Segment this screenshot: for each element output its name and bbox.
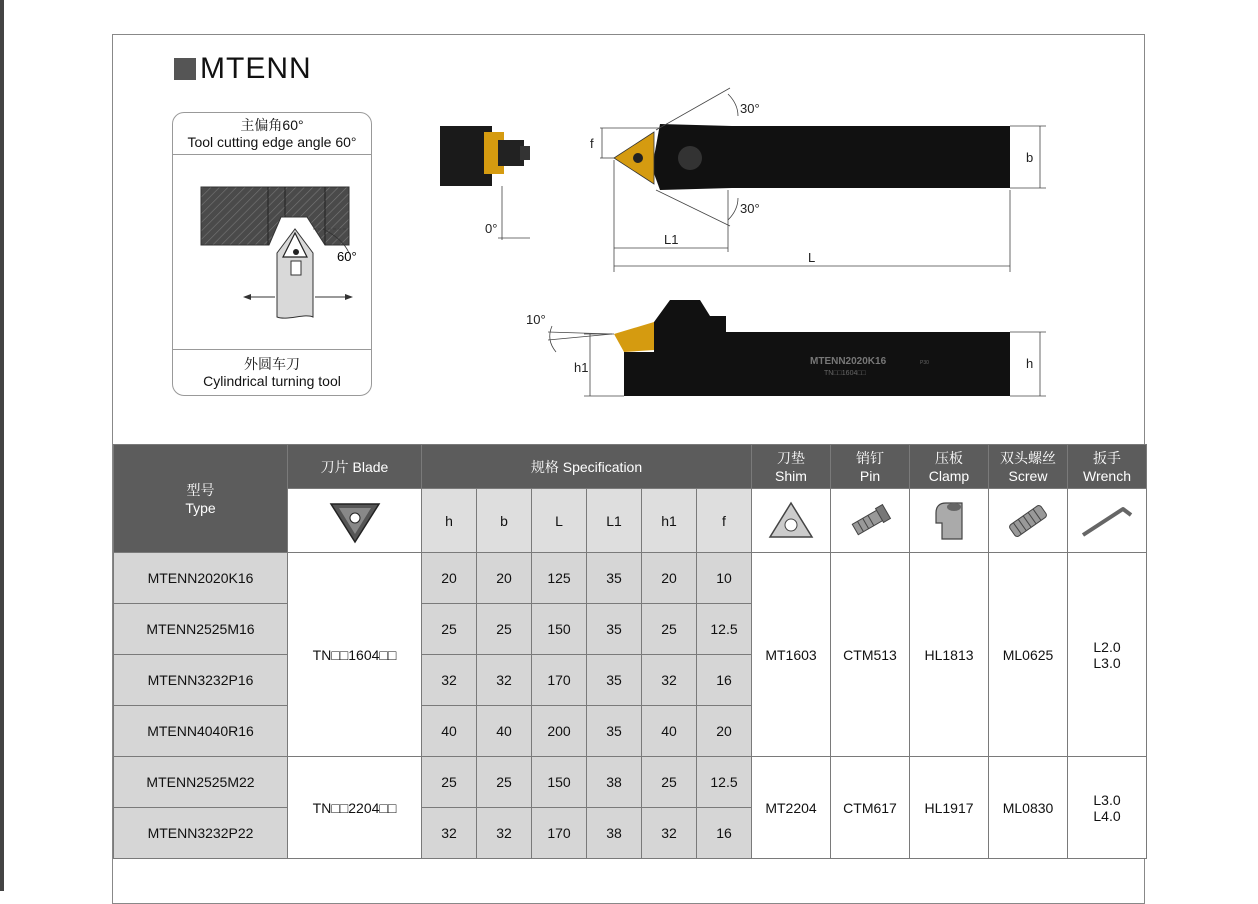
title-text: MTENN <box>200 52 312 85</box>
value-L: 170 <box>532 655 587 706</box>
wrench-icon-cell <box>1068 489 1147 553</box>
dim-h-label: h <box>1026 356 1034 371</box>
value-h1: 32 <box>642 655 697 706</box>
table-row <box>114 553 1147 604</box>
blade-header: 刀片 Blade <box>288 445 422 489</box>
value-h: 25 <box>422 757 477 808</box>
diagram-footer <box>173 349 371 395</box>
value-h1: 40 <box>642 706 697 757</box>
table-row <box>114 757 1147 808</box>
value-b: 25 <box>477 757 532 808</box>
angle-0-label: 0° <box>485 221 498 236</box>
wrench-value-a: L2.0 <box>1093 638 1121 655</box>
wrench-cell-group1 <box>1068 553 1147 757</box>
value-L: 150 <box>532 757 587 808</box>
spec-col-h: h <box>422 489 477 553</box>
wrench-header: 扳手 Wrench <box>1068 445 1147 489</box>
pin-cell-group1: CTM513 <box>831 553 910 757</box>
type-header <box>114 445 288 553</box>
blade-cell-group1: TN□□1604□□ <box>288 553 422 757</box>
type-cell: MTENN2525M22 <box>114 757 288 808</box>
value-b: 40 <box>477 706 532 757</box>
type-header-en: Type <box>185 499 216 516</box>
value-L1: 35 <box>587 706 642 757</box>
insert-small-mark: P30 <box>920 360 929 366</box>
angle-60-label: 60° <box>337 249 357 264</box>
wrench-cell-group2 <box>1068 757 1147 859</box>
spec-col-h1: h1 <box>642 489 697 553</box>
value-b: 32 <box>477 808 532 859</box>
title-square-icon <box>174 58 196 80</box>
type-header-cn: 型号 <box>186 481 215 498</box>
value-L1: 38 <box>587 757 642 808</box>
type-cell: MTENN3232P22 <box>114 808 288 859</box>
blade-cell-group2: TN□□2204□□ <box>288 757 422 859</box>
value-h: 32 <box>422 808 477 859</box>
wrench-value-a: L3.0 <box>1093 791 1121 808</box>
tool-marking: MTENN2020K16 <box>810 356 887 367</box>
value-b: 20 <box>477 553 532 604</box>
cutting-angle-diagram <box>172 112 372 396</box>
clamp-cell-group1: HL1813 <box>910 553 989 757</box>
value-f: 16 <box>697 808 752 859</box>
clamp-icon-cell <box>910 489 989 553</box>
shim-icon <box>766 499 816 543</box>
diagram-header-cn: 主偏角60° <box>240 117 304 133</box>
spec-col-L1: L1 <box>587 489 642 553</box>
dim-L-label: L <box>808 250 816 265</box>
value-b: 32 <box>477 655 532 706</box>
wrench-value-b: L3.0 <box>1093 654 1121 671</box>
left-edge-bar <box>0 0 4 891</box>
angle-10-label: 10° <box>526 312 546 327</box>
clamp-header: 压板 Clamp <box>910 445 989 489</box>
spec-header: 规格 Specification <box>422 445 752 489</box>
dim-b-label: b <box>1026 150 1034 165</box>
page-title <box>174 52 312 86</box>
pin-cell-group2: CTM617 <box>831 757 910 859</box>
spec-col-b: b <box>477 489 532 553</box>
value-L: 150 <box>532 604 587 655</box>
specification-table <box>113 444 1147 859</box>
value-L: 170 <box>532 808 587 859</box>
diagram-header-en: Tool cutting edge angle 60° <box>187 134 357 150</box>
pin-header: 销钉 Pin <box>831 445 910 489</box>
side-view-insert <box>614 322 654 352</box>
screw-cell-group1: ML0625 <box>989 553 1068 757</box>
value-h1: 25 <box>642 757 697 808</box>
triangle-insert-icon <box>325 496 385 546</box>
value-h: 40 <box>422 706 477 757</box>
dim-h1-label: h1 <box>574 360 589 375</box>
value-h1: 32 <box>642 808 697 859</box>
screw-header: 双头螺丝 Screw <box>989 445 1068 489</box>
shim-icon-cell <box>752 489 831 553</box>
value-f: 12.5 <box>697 604 752 655</box>
value-L1: 35 <box>587 604 642 655</box>
value-f: 12.5 <box>697 757 752 808</box>
value-h1: 25 <box>642 604 697 655</box>
turning-diagram-svg <box>173 157 371 347</box>
dim-f-label: f <box>590 136 594 151</box>
wrench-value-b: L4.0 <box>1093 807 1121 824</box>
value-b: 25 <box>477 604 532 655</box>
type-cell: MTENN2020K16 <box>114 553 288 604</box>
shim-cell-group2: MT2204 <box>752 757 831 859</box>
value-f: 10 <box>697 553 752 604</box>
value-L1: 38 <box>587 808 642 859</box>
diagram-header <box>173 113 371 155</box>
clamp-cell-group2: HL1917 <box>910 757 989 859</box>
type-cell: MTENN4040R16 <box>114 706 288 757</box>
workpiece-body <box>201 187 349 245</box>
insert-marking: TN□□1604□□ <box>824 370 866 377</box>
tool-technical-drawing <box>380 80 1060 410</box>
value-L: 125 <box>532 553 587 604</box>
diagram-footer-en: Cylindrical turning tool <box>203 373 341 389</box>
value-f: 20 <box>697 706 752 757</box>
angle-30-bottom-label: 30° <box>740 201 760 216</box>
value-h1: 20 <box>642 553 697 604</box>
type-cell: MTENN3232P16 <box>114 655 288 706</box>
spec-col-f: f <box>697 489 752 553</box>
value-L: 200 <box>532 706 587 757</box>
value-f: 16 <box>697 655 752 706</box>
pin-icon <box>845 499 895 543</box>
top-view-body <box>730 126 1010 188</box>
wrench-icon <box>1077 499 1137 543</box>
value-h: 25 <box>422 604 477 655</box>
screw-icon-cell <box>989 489 1068 553</box>
value-h: 20 <box>422 553 477 604</box>
pin-icon-cell <box>831 489 910 553</box>
screw-cell-group2: ML0830 <box>989 757 1068 859</box>
screw-icon <box>1003 499 1053 543</box>
blade-icon-cell <box>288 489 422 553</box>
shim-header: 刀垫 Shim <box>752 445 831 489</box>
value-h: 32 <box>422 655 477 706</box>
shim-cell-group1: MT1603 <box>752 553 831 757</box>
value-L1: 35 <box>587 553 642 604</box>
clamp-icon <box>924 499 974 543</box>
value-L1: 35 <box>587 655 642 706</box>
spec-col-L: L <box>532 489 587 553</box>
angle-30-top-label: 30° <box>740 101 760 116</box>
dim-L1-label: L1 <box>664 232 679 247</box>
diagram-footer-cn: 外圆车刀 <box>244 356 300 372</box>
type-cell: MTENN2525M16 <box>114 604 288 655</box>
